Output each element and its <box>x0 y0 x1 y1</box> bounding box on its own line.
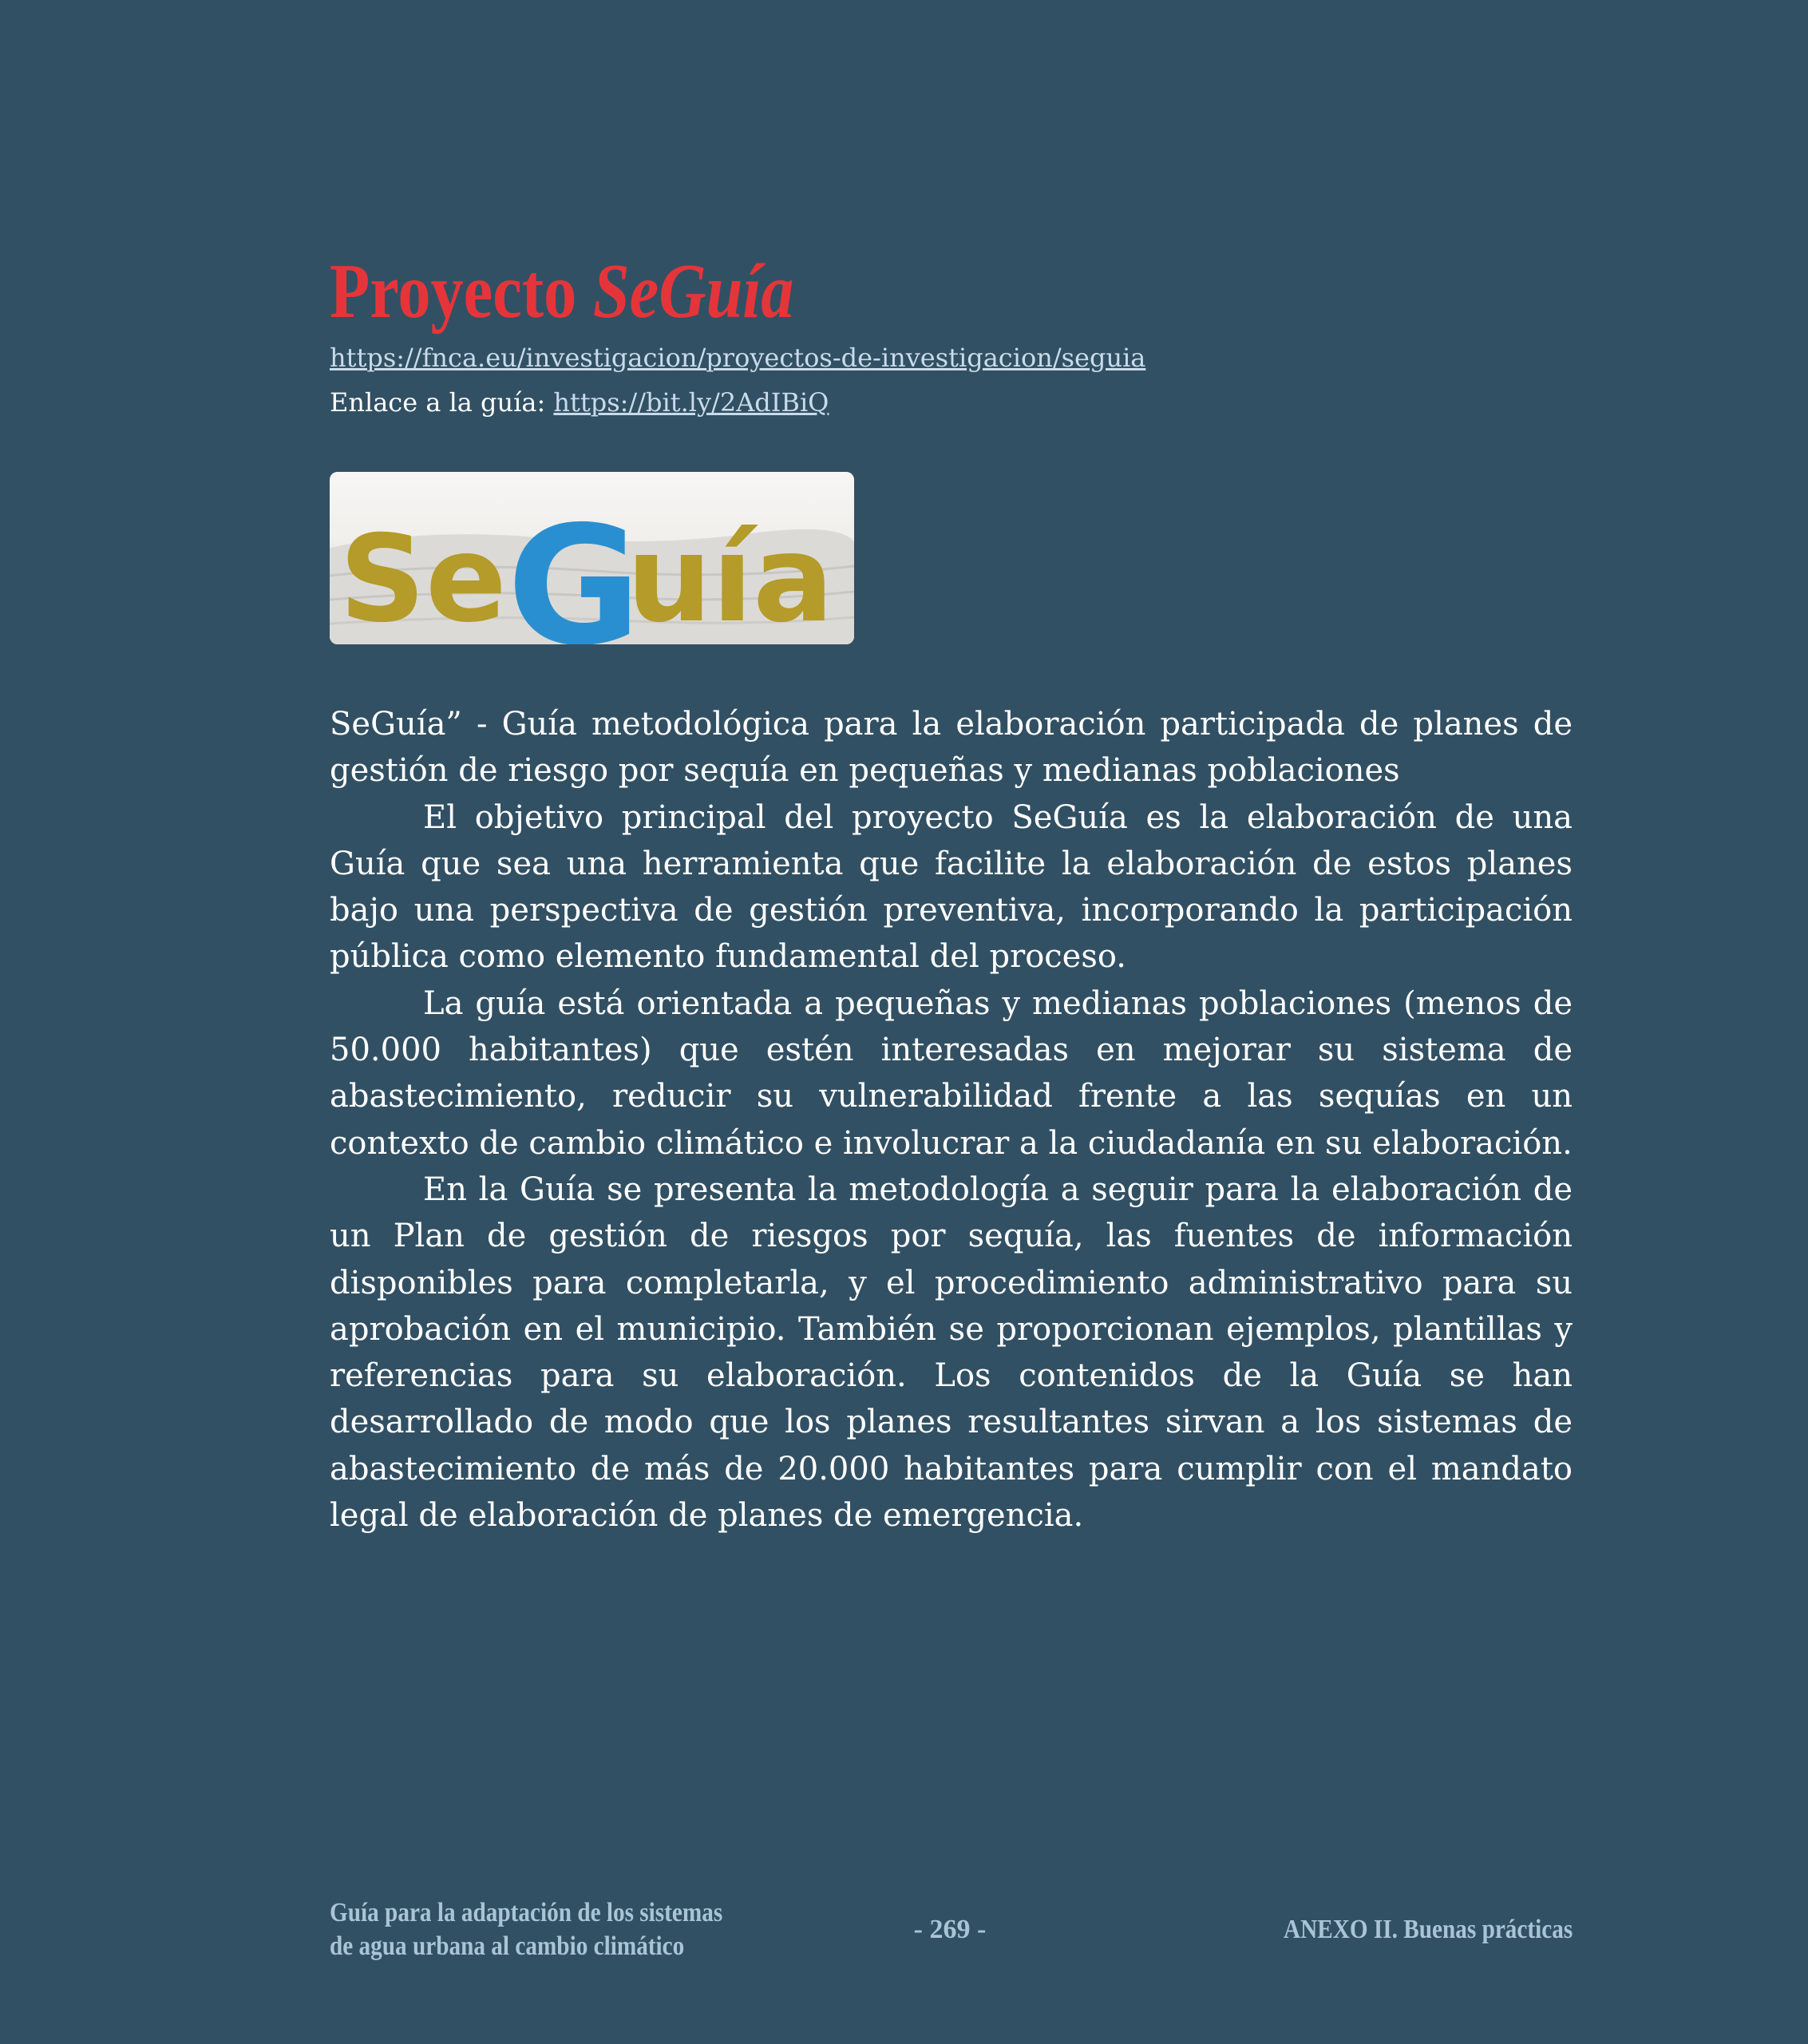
paragraph-objective: El objetivo principal del proyecto SeGuía es la elaboración de una Guía que sea una herramienta que facilite la elaboración de estos planes bajo una perspectiva de gestión preventiva, incorporando la participación pública como elemento fundamental del proceso. <box>330 798 1573 976</box>
footer-section-title: ANEXO II. Buenas prácticas <box>1283 1915 1573 1944</box>
footer-book-title-line1: Guía para la adaptación de los sistemas <box>330 1898 723 1927</box>
project-url-link[interactable]: https://fnca.eu/investigacion/proyectos-de-investigacion/seguia <box>330 343 1146 373</box>
intro-paragraph: SeGuía” - Guía metodológica para la elaboración participada de planes de gestión de riesgo por sequía en pequeñas y medianas poblaciones <box>330 706 1573 790</box>
guide-link-label: Enlace a la guía: <box>330 387 546 418</box>
logo-text-uia: uía <box>627 510 834 644</box>
footer-book-title <box>330 1896 722 1963</box>
logo-text-se: Se <box>339 510 507 644</box>
footer-book-title-line2: de agua urbana al cambio climático <box>330 1931 685 1961</box>
guide-link[interactable]: https://bit.ly/2AdIBiQ <box>553 387 829 418</box>
guide-link-line <box>330 383 829 422</box>
title-main: Proyecto <box>330 248 577 335</box>
page-number: - 269 - <box>913 1915 987 1944</box>
page-title <box>330 244 793 339</box>
seguia-logo-graphic <box>330 472 854 644</box>
paragraph-methodology: En la Guía se presenta la metodología a seguir para la elaboración de un Plan de gestión de riesgos por sequía, las fuentes de información disponibles para completarla, y el procedimiento administrativo para su aprobación en el municipio. También se proporcionan ejemplos, plantillas y referencias para su elaboración. Los contenidos de la Guía se han desarrollado de modo que los planes resultantes sirvan a los sistemas de abastecimiento de más de 20.000 habitantes para cumplir con el mandato legal de elaboración de planes de emergencia. <box>330 1171 1573 1535</box>
logo-text-g: G <box>507 492 642 644</box>
paragraph-target: La guía está orientada a pequeñas y medianas poblaciones (menos de 50.000 habitantes) que estén interesadas en mejorar su sistema de abastecimiento, reducir su vulnerabilidad frente a las sequías en un contexto de cambio climático e involucrar a la ciudadanía en su elaboración. <box>330 984 1573 1162</box>
seguia-logo <box>330 472 854 644</box>
title-italic: SeGuía <box>592 248 794 335</box>
body-text <box>330 701 1573 1539</box>
